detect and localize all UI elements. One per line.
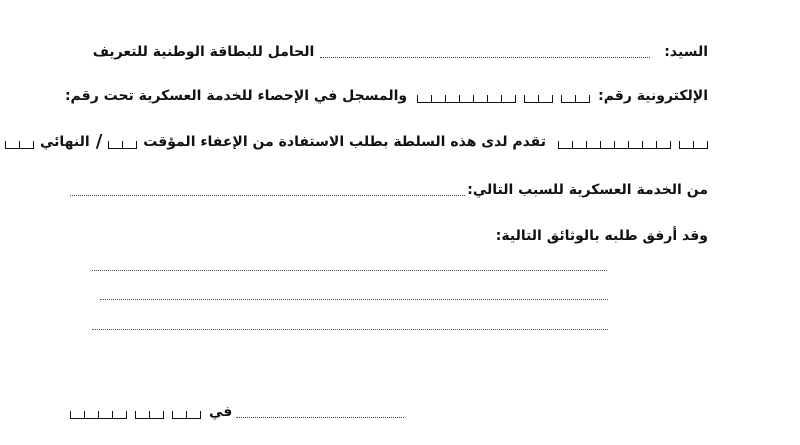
- label-exemption-request: تقدم لدى هذه السلطة بطلب الاستفادة من الإعفاء المؤقت: [143, 134, 546, 150]
- label-mr: السيد:: [664, 44, 708, 60]
- label-final: النهائي: [40, 134, 90, 150]
- temporary-checkbox[interactable]: [108, 135, 137, 149]
- date-boxes[interactable]: [70, 405, 201, 419]
- form-line-card-number: [64, 82, 708, 106]
- place-field[interactable]: [236, 405, 404, 418]
- document-field-1[interactable]: [92, 269, 607, 271]
- name-field[interactable]: [320, 45, 650, 58]
- label-card-holder: الحامل للبطاقة الوطنية للتعريف: [92, 44, 315, 60]
- form-line-place-date: [70, 398, 430, 422]
- form-line-holder: [70, 38, 708, 62]
- form-line-request: [40, 128, 708, 152]
- reason-field[interactable]: [70, 183, 465, 196]
- label-registered-census: والمسجل في الإحصاء للخدمة العسكرية تحت رقم:: [64, 88, 408, 104]
- document-field-2[interactable]: [100, 298, 608, 300]
- separator-slash: /: [95, 131, 103, 152]
- label-reason: من الخدمة العسكرية للسبب التالي:: [467, 182, 708, 198]
- census-number-boxes[interactable]: [558, 135, 708, 149]
- card-number-boxes[interactable]: [417, 89, 590, 103]
- form-line-attachments: [70, 222, 708, 246]
- form-line-reason: [70, 176, 708, 200]
- label-attached-documents: وقد أرفق طلبه بالوثائق التالية:: [495, 228, 708, 244]
- final-checkbox[interactable]: [5, 135, 34, 149]
- label-in: في: [209, 404, 233, 420]
- label-electronic-number: الإلكترونية رقم:: [598, 88, 708, 104]
- document-field-3[interactable]: [92, 328, 608, 330]
